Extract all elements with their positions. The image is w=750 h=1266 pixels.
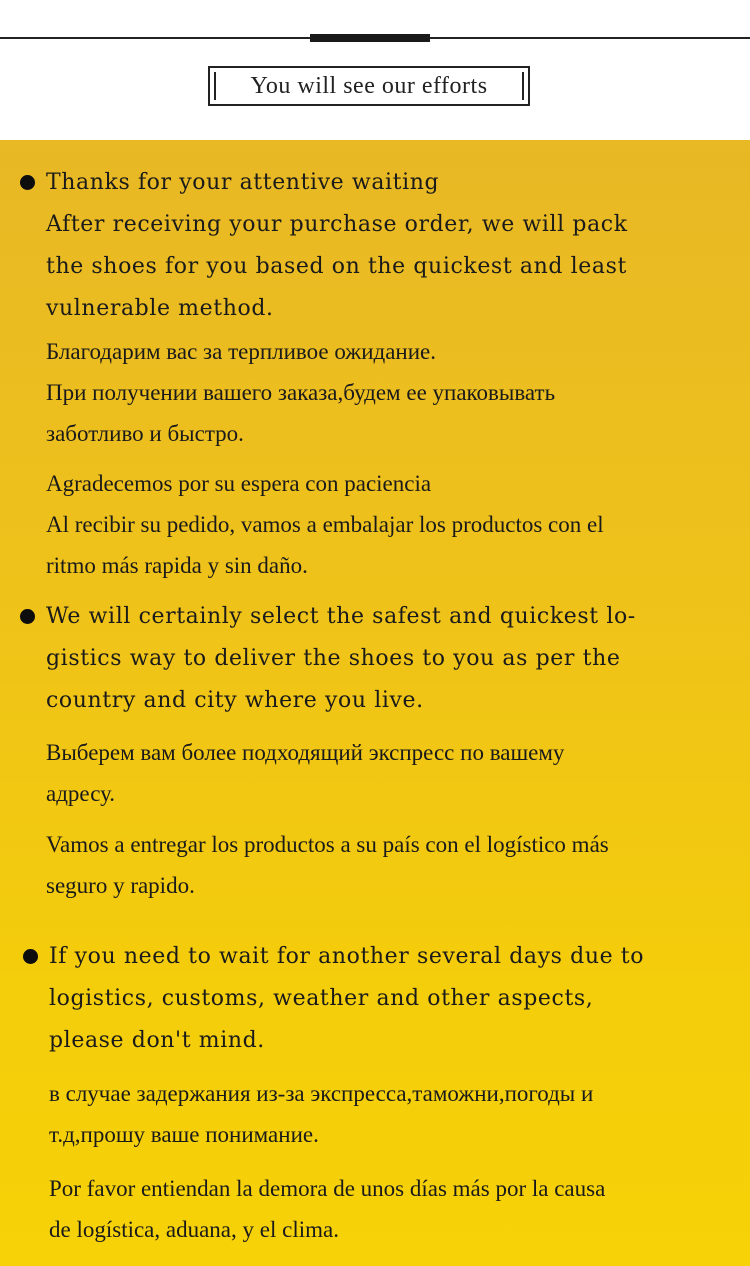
packing-text-ru: Благодарим вас за терпливое ожидание. При получении вашего заказа,будем ее упаковывать заботливо и быстро. xyxy=(46,339,556,446)
bullet-icon xyxy=(20,175,35,190)
section-title: You will see our efforts xyxy=(250,72,488,99)
packing-text-es: Agradecemos por su espera con paciencia Al recibir su pedido, vamos a embalajar los productos con el ritmo más rapida y sin daño. xyxy=(46,471,604,578)
bullet-icon xyxy=(23,949,38,964)
logistics-text-ru: Выберем вам более подходящий экспресс по вашему адресу. xyxy=(46,740,565,806)
delay-text-ru: в случае задержания из-за экспресса,таможни,погоды и т.д,прошу ваше понимание. xyxy=(49,1081,594,1147)
packing-text-en: Thanks for your attentive waiting After receiving your purchase order, we will pack the shoes for you based on the quickest and least vulnerable method. xyxy=(46,170,628,321)
header-accent-bar xyxy=(310,34,430,42)
bullet-icon xyxy=(20,609,35,624)
logistics-text-es: Vamos a entregar los productos a su país con el logístico más seguro y rapido. xyxy=(46,832,609,898)
header xyxy=(0,0,750,140)
delay-text-es: Por favor entiendan la demora de unos días más por la causa de logística, aduana, y el clima. xyxy=(49,1176,606,1242)
info-panel xyxy=(0,140,750,1266)
section-title-box xyxy=(208,66,530,106)
logistics-text-en: We will certainly select the safest and quickest lo- gistics way to deliver the shoes to you as per the country and city where you live. xyxy=(46,604,636,713)
delay-text-en: If you need to wait for another several days due to logistics, customs, weather and other aspects, please don't mind. xyxy=(49,944,645,1053)
